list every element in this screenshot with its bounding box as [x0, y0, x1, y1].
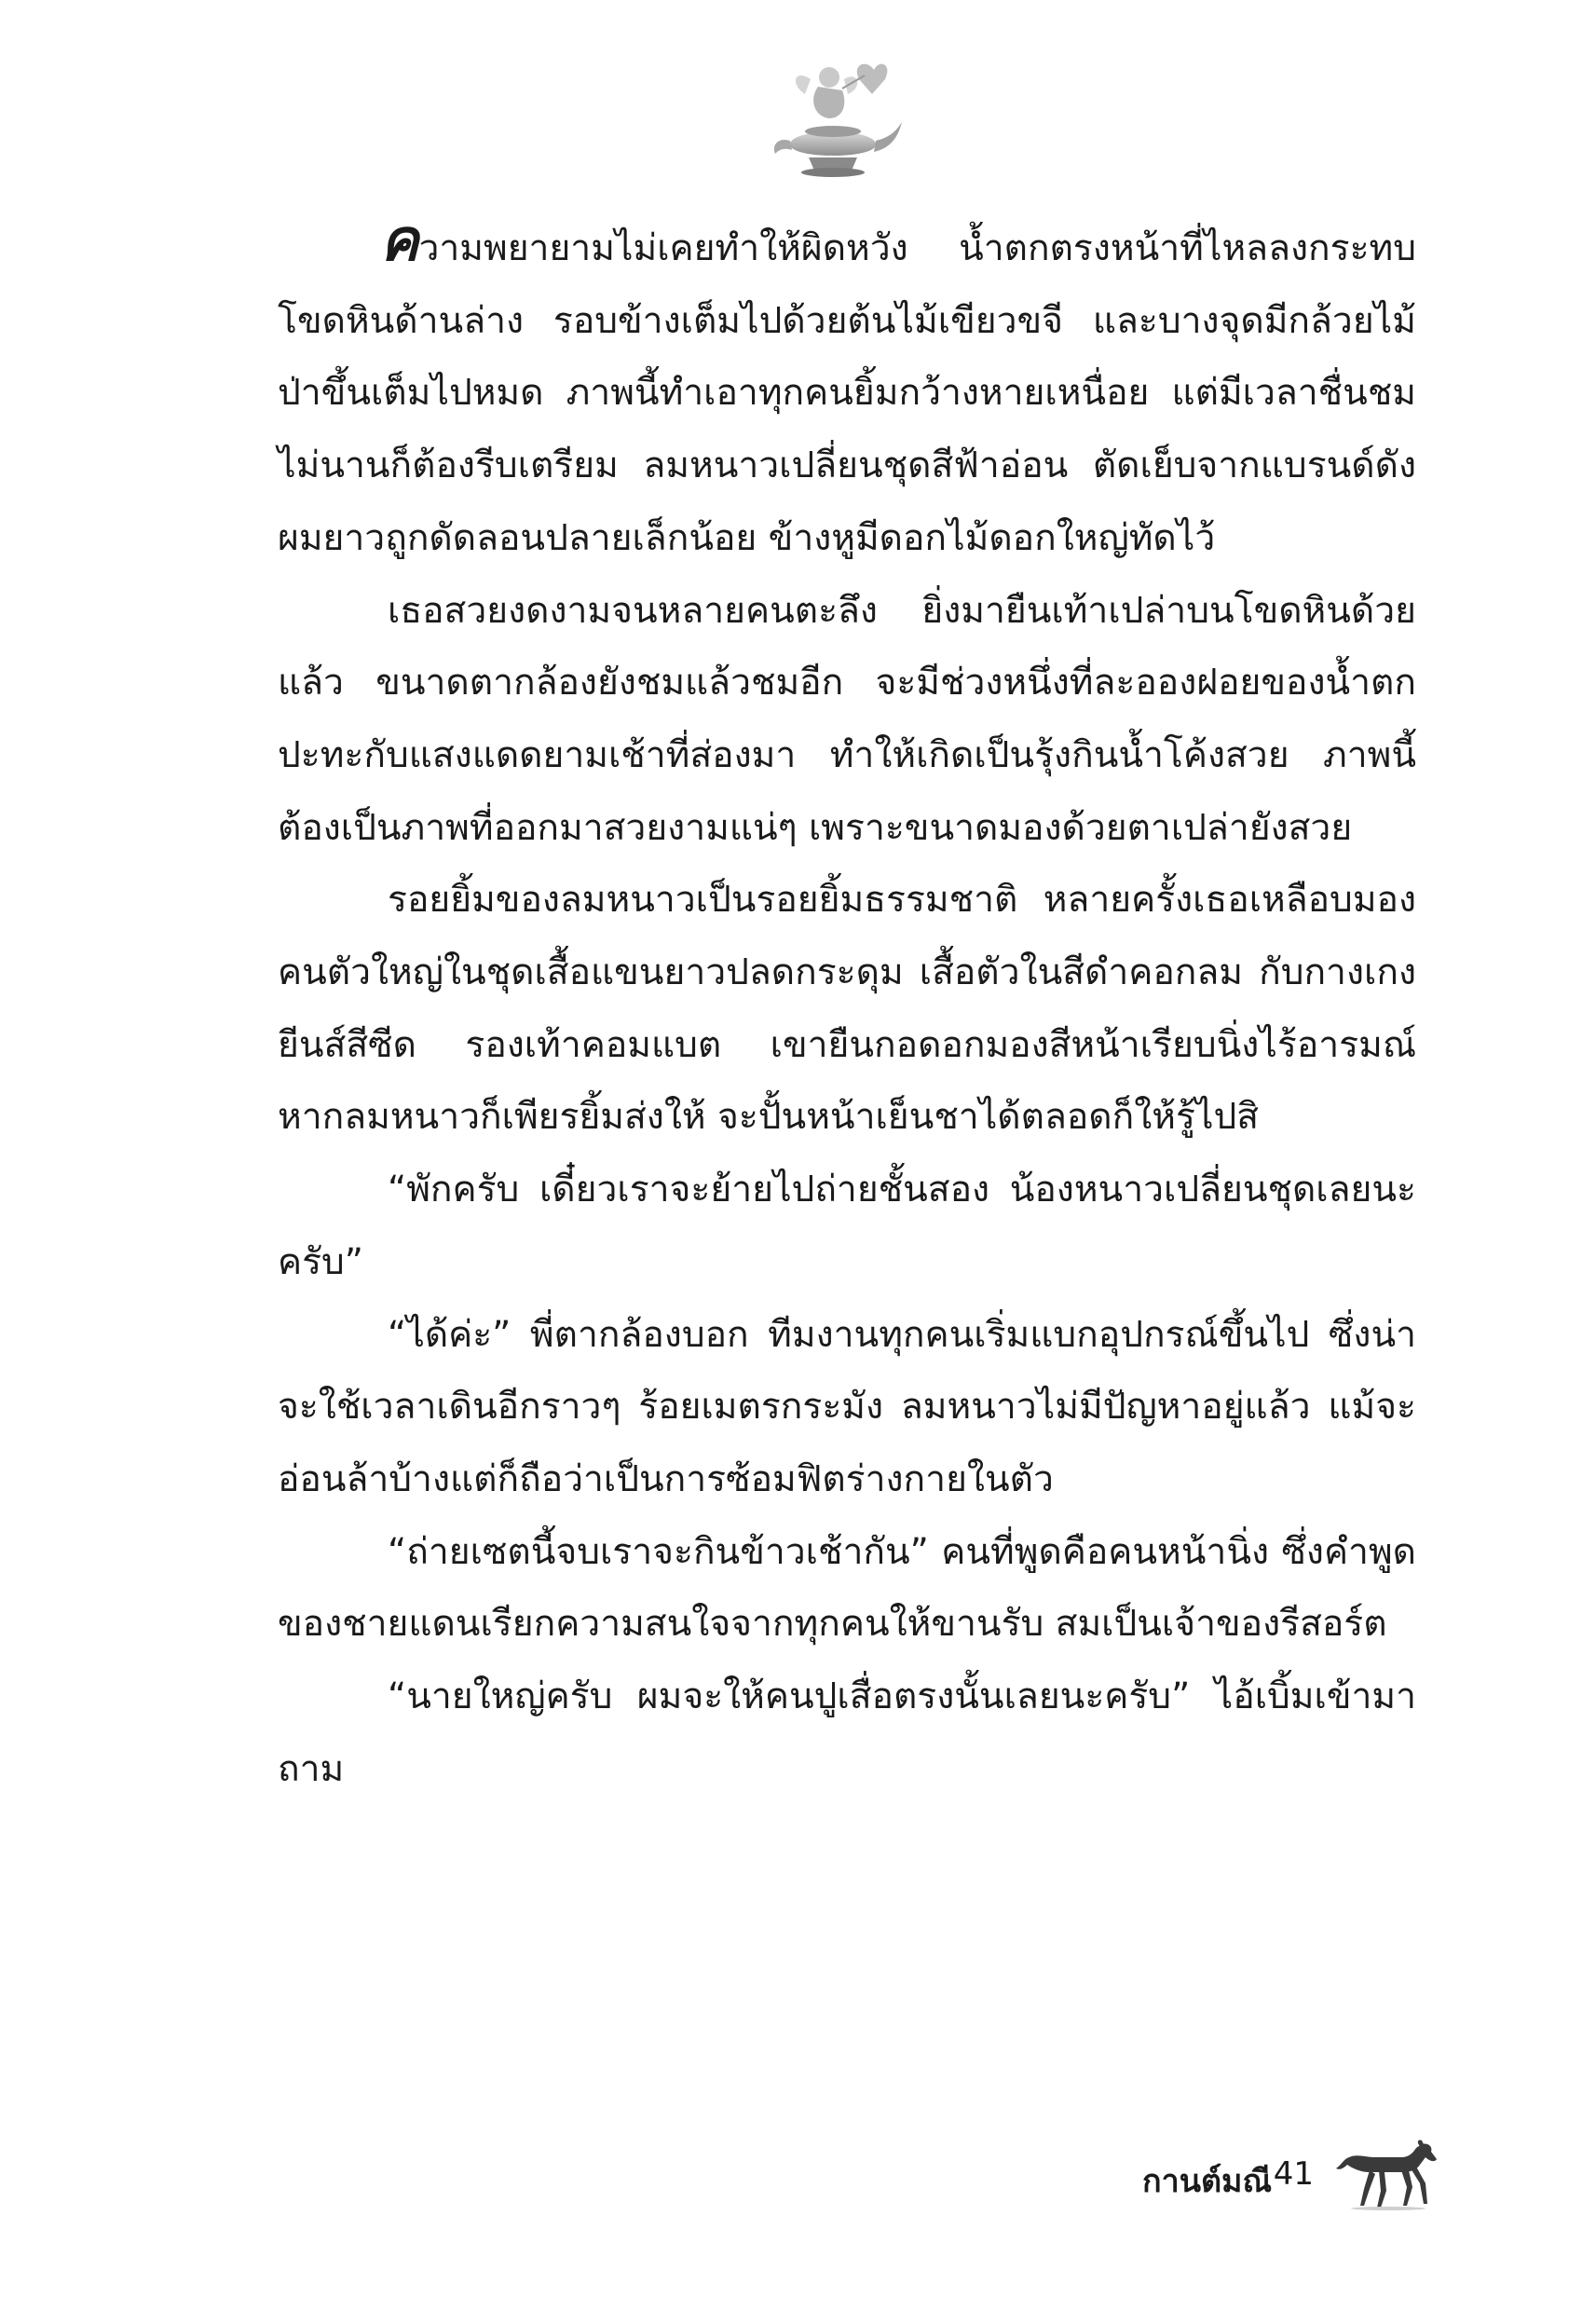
paragraph: “ได้ค่ะ” พี่ตากล้องบอก ทีมงานทุกคนเริ่มแบกอุปกรณ์ขึ้นไป ซึ่งน่าจะใช้เวลาเดินอีกราวๆ ร้อยเมตรกระมัง ลมหนาวไม่มีปัญหาอยู่แล้ว แม้จะอ่อนล้าบ้างแต่ก็ถือว่าเป็นการซ้อมฟิตร่างกายในตัว	[278, 1313, 1416, 1500]
page-number: 41	[1273, 2155, 1314, 2193]
page-footer	[1006, 2137, 1444, 2221]
drop-cap: ค	[380, 206, 419, 274]
book-title: กานต์มณี	[1142, 2163, 1272, 2200]
paragraph: “นายใหญ่ครับ ผมจะให้คนปูเสื่อตรงนั้นเลยนะครับ” ไอ้เบิ้มเข้ามาถาม	[278, 1675, 1416, 1790]
paragraph-text: วามพยายามไม่เคยทำให้ผิดหวัง น้ำตกตรงหน้าที่ไหลลงกระทบโขดหินด้านล่าง รอบข้างเต็มไปด้วยต้นไม้เขียวขจี และบางจุดมีกล้วยไม้ป่าขึ้นเต็มไปหมด ภาพนี้ทำเอาทุกคนยิ้มกว้างหายเหนื่อย แต่มีเวลาชื่นชมไม่นานก็ต้องรีบเตรียม ลมหนาวเปลี่ยนชุดสีฟ้าอ่อน ตัดเย็บจากแบรนด์ดัง ผมยาวถูกดัดลอนปลายเล็กน้อย ข้างหูมีดอกไม้ดอกใหญ่ทัดไว้	[278, 227, 1416, 559]
story-text	[278, 206, 1416, 1805]
paragraph: “พักครับ เดี๋ยวเราจะย้ายไปถ่ายชั้นสอง น้องหนาวเปลี่ยนชุดเลยนะครับ”	[278, 1169, 1416, 1283]
paragraph: “ถ่ายเซตนี้จบเราจะกินข้าวเช้ากัน” คนที่พูดคือคนหน้านิ่ง ซึ่งคำพูดของชายแดนเรียกความสนใจจากทุกคนให้ขานรับ สมเป็นเจ้าของรีสอร์ต	[278, 1530, 1416, 1646]
paragraph: เธอสวยงดงามจนหลายคนตะลึง ยิ่งมายืนเท้าเปล่าบนโขดหินด้วยแล้ว ขนาดตากล้องยังชมแล้วชมอีก จะมีช่วงหนึ่งที่ละอองฝอยของน้ำตกปะทะกับแสงแดดยามเช้าที่ส่องมา ทำให้เกิดเป็นรุ้งกินน้ำโค้งสวย ภาพนี้ต้องเป็นภาพที่ออกมาสวยงามแน่ๆ เพราะขนาดมองด้วยตาเปล่ายังสวย	[278, 589, 1416, 849]
paragraph	[278, 206, 1416, 575]
horse-icon	[1332, 2137, 1444, 2211]
paragraph: รอยยิ้มของลมหนาวเป็นรอยยิ้มธรรมชาติ หลายครั้งเธอเหลือบมองคนตัวใหญ่ในชุดเสื้อแขนยาวปลดกระดุม เสื้อตัวในสีดำคอกลม กับกางเกงยีนส์สีซีด รองเท้าคอมแบต เขายืนกอดอกมองสีหน้าเรียบนิ่งไร้อารมณ์ หากลมหนาวก็เพียรยิ้มส่งให้ จะปั้นหน้าเย็นชาได้ตลอดก็ให้รู้ไปสิ	[278, 879, 1416, 1139]
cupid-teapot-emblem-icon	[762, 51, 911, 182]
